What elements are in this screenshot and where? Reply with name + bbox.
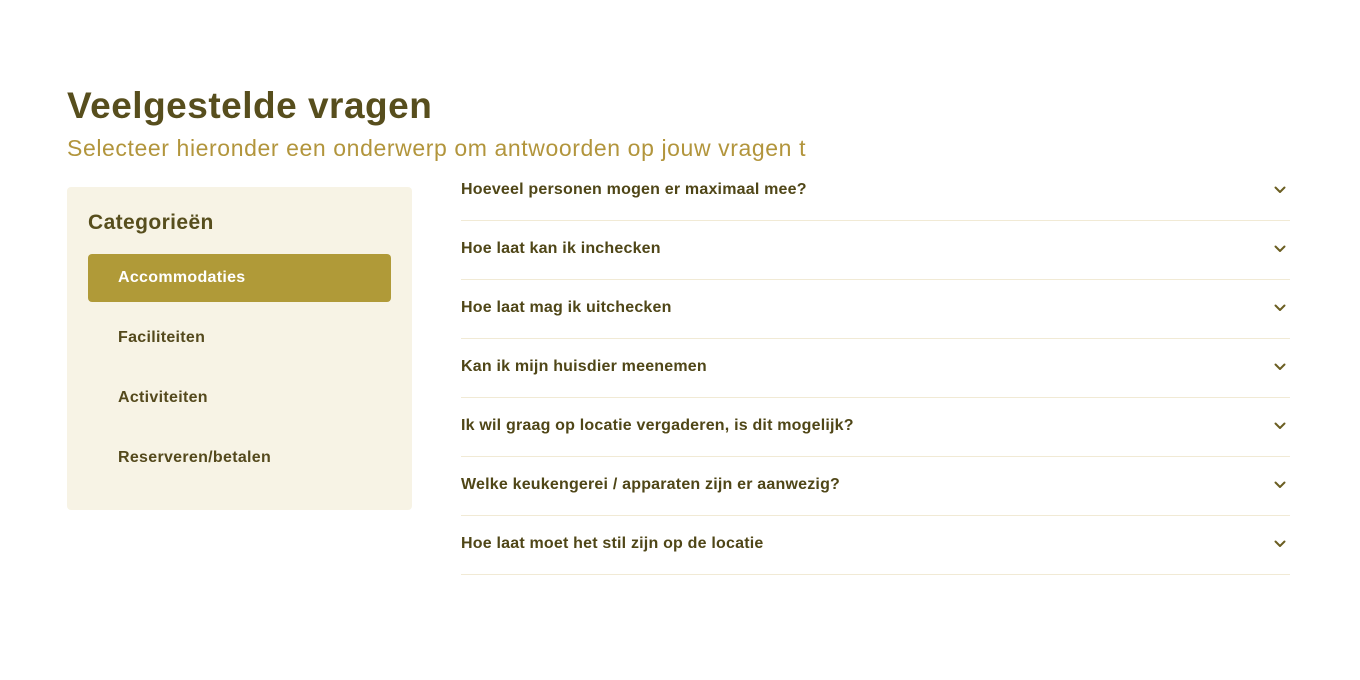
sidebar-item-label: Faciliteiten (118, 329, 206, 347)
sidebar-item-label: Accommodaties (118, 269, 246, 287)
chevron-down-icon (1272, 182, 1288, 198)
faq-item[interactable] (461, 221, 1290, 280)
chevron-down-icon (1272, 300, 1288, 316)
faq-question: Hoeveel personen mogen er maximaal mee? (461, 181, 807, 199)
faq-question: Kan ik mijn huisdier meenemen (461, 358, 707, 376)
chevron-down-icon (1272, 241, 1288, 257)
chevron-down-icon (1272, 359, 1288, 375)
categories-sidebar (67, 187, 412, 510)
categories-heading: Categorieën (88, 211, 214, 235)
page-subtitle: Selecteer hieronder een onderwerp om antwoorden op jouw vragen t (67, 135, 807, 162)
sidebar-item-accommodaties[interactable] (88, 254, 391, 302)
faq-item[interactable] (461, 516, 1290, 575)
chevron-down-icon (1272, 536, 1288, 552)
faq-item[interactable] (461, 280, 1290, 339)
chevron-down-icon (1272, 418, 1288, 434)
sidebar-item-label: Activiteiten (118, 389, 208, 407)
content-area (67, 181, 1290, 575)
faq-list (461, 163, 1290, 575)
sidebar-item-label: Reserveren/betalen (118, 449, 272, 467)
sidebar-item-faciliteiten[interactable] (88, 314, 391, 362)
sidebar-item-reserveren-betalen[interactable] (88, 434, 391, 482)
faq-question: Hoe laat kan ik inchecken (461, 240, 661, 258)
faq-item[interactable] (461, 457, 1290, 516)
faq-question: Hoe laat mag ik uitchecken (461, 299, 672, 317)
chevron-down-icon (1272, 477, 1288, 493)
sidebar-item-activiteiten[interactable] (88, 374, 391, 422)
faq-item[interactable] (461, 163, 1290, 221)
faq-item[interactable] (461, 398, 1290, 457)
faq-question: Hoe laat moet het stil zijn op de locatie (461, 535, 764, 553)
faq-question: Welke keukengerei / apparaten zijn er aanwezig? (461, 476, 841, 494)
faq-item[interactable] (461, 339, 1290, 398)
page-title: Veelgestelde vragen (67, 85, 433, 126)
faq-question: Ik wil graag op locatie vergaderen, is dit mogelijk? (461, 417, 854, 435)
